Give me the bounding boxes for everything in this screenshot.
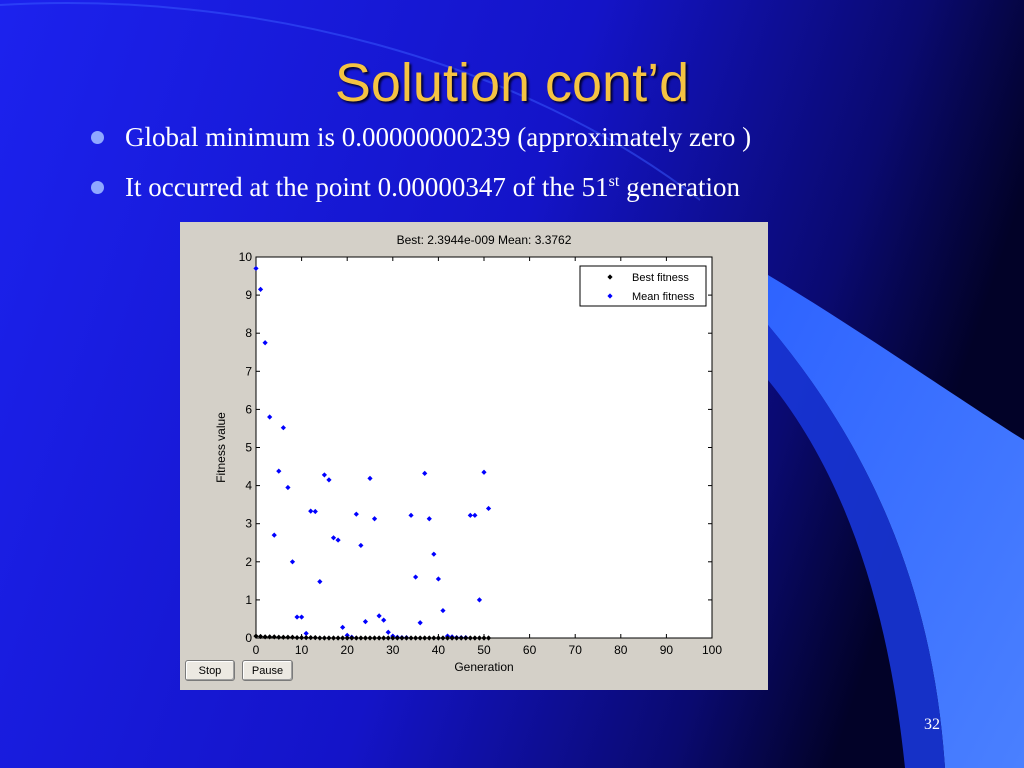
- x-tick-label: 70: [568, 643, 582, 657]
- bullet-list: [88, 112, 751, 212]
- bullet-dot-icon: [91, 181, 104, 194]
- fitness-chart: [180, 222, 768, 690]
- x-tick-label: 90: [659, 643, 674, 657]
- pause-button[interactable]: Pause: [242, 660, 293, 681]
- x-tick-label: 100: [701, 643, 723, 657]
- bullet-dot-icon: [91, 131, 104, 144]
- y-axis-label: Fitness value: [214, 412, 228, 483]
- bullet-item: [88, 162, 751, 212]
- x-tick-label: 20: [340, 643, 354, 657]
- x-tick-label: 0: [252, 643, 260, 657]
- y-tick-label: 7: [245, 364, 252, 379]
- y-tick-label: 5: [245, 440, 252, 455]
- x-tick-label: 10: [294, 643, 309, 657]
- x-axis-label: Generation: [454, 660, 514, 674]
- x-tick-label: 40: [431, 643, 446, 657]
- y-tick-label: 2: [245, 554, 252, 569]
- chart-title: Best: 2.3944e-009 Mean: 3.3762: [396, 233, 572, 247]
- y-tick-label: 0: [245, 631, 252, 645]
- y-tick-label: 9: [245, 288, 252, 303]
- y-tick-label: 4: [245, 478, 252, 493]
- figure-window: [180, 222, 768, 690]
- plot-area: [256, 257, 712, 638]
- bullet-text-continued: generation: [619, 172, 741, 202]
- slide-number: 32: [924, 716, 940, 733]
- legend-label: Best fitness: [632, 272, 689, 284]
- y-tick-label: 6: [245, 402, 252, 417]
- y-tick-label: 1: [245, 592, 252, 607]
- slide-title: Solution cont’d: [334, 53, 690, 113]
- legend-label: Mean fitness: [632, 291, 695, 303]
- x-tick-label: 60: [522, 643, 537, 657]
- bullet-superscript: st: [608, 173, 620, 190]
- bullet-text: It occurred at the point 0.00000347 of the 51: [125, 172, 609, 202]
- bullet-text: Global minimum is 0.00000000239 (approximately zero ): [125, 122, 752, 152]
- y-tick-label: 10: [238, 250, 252, 264]
- x-tick-label: 30: [386, 643, 400, 657]
- bullet-item: [88, 112, 751, 162]
- stop-button[interactable]: Stop: [185, 660, 235, 681]
- y-tick-label: 3: [245, 516, 252, 531]
- y-tick-label: 8: [245, 326, 252, 341]
- x-tick-label: 80: [614, 643, 628, 657]
- x-tick-label: 50: [477, 643, 491, 657]
